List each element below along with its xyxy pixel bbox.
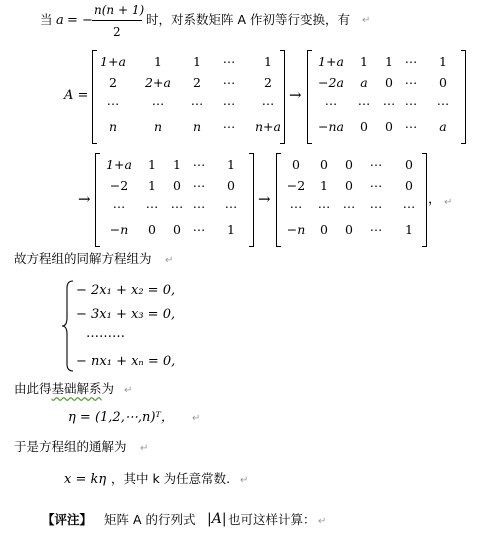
matrix-cell: 0 [439,75,447,90]
matrix-cell: 1 [193,54,201,69]
matrix-cell: ⋯ [192,199,206,214]
matrix-cell: ⋯ [402,199,416,214]
matrix-cell: 0 [173,178,181,193]
matrix-cell: 1 [227,222,235,237]
trailing-comma: ， [428,192,442,207]
matrix-cell: 0 [320,157,328,172]
matrix-cell: ⋯ [145,199,159,214]
matrix-cell: 0 [405,178,413,193]
basis-equation: η = (1,2,⋯,n)ᵀ， [68,410,174,425]
matrix-cell: ⋯ [289,199,303,214]
matrix-cell: 0 [292,157,300,172]
matrix-cell: ⋯ [192,157,206,172]
matrix-cell: ⋯ [324,96,338,111]
matrix-cell: ⋯ [404,96,418,111]
matrix-cell: −na [318,119,344,134]
return-mark-icon: ↵ [140,443,149,454]
matrix-cell: 0 [385,119,393,134]
matrix-cell: 1 [385,54,393,69]
matrix-cell: 0 [360,119,368,134]
matrix-cell: 1 [439,54,447,69]
matrix-right-bracket [461,50,466,144]
matrix-cell: ⋯ [170,199,184,214]
arrow-3: → [258,190,271,208]
matrix-cell: ⋯ [222,119,236,134]
matrix-cell: ⋯ [224,199,238,214]
arrow-1: → [289,86,302,104]
matrix-cell: 1 [320,178,328,193]
system-eq-1: − 2x₁ + x₂ = 0, [76,283,176,298]
line-general: 于是方程组的通解为 [14,439,127,454]
matrix-cell: a [439,119,447,134]
matrix-cell: ⋯ [369,157,383,172]
matrix-cell: −n [109,222,129,237]
matrix-cell: ⋯ [357,96,371,111]
matrix-cell: 0 [345,222,353,237]
matrix-cell: ⋯ [369,199,383,214]
matrix-cell: 2 [109,75,117,90]
matrix-cell: n [153,119,163,134]
intro-suffix: 时，对系数矩阵 A 作初等行变换，有 [146,12,350,27]
comment-determinant: |A| [207,511,227,527]
matrix-cell: 0 [345,157,353,172]
system-eq-2: − 3x₁ + x₃ = 0, [76,307,176,322]
matrix-cell: ⋯ [369,222,383,237]
fraction-bar [92,20,142,21]
matrix-cell: ⋯ [317,199,331,214]
matrix-cell: 1 [360,54,368,69]
matrix-cell: ⋯ [222,96,236,111]
matrix-cell: 0 [405,157,413,172]
fraction-numerator: n(n + 1) [94,3,145,17]
matrix-cell: ⋯ [190,96,204,111]
comment-text-pre: 矩阵 A 的行列式 [104,512,196,527]
matrix-cell: 1 [148,157,156,172]
matrix-left-bracket [95,153,100,247]
matrix-cell: 0 [385,75,393,90]
system-brace [62,280,74,372]
matrix-cell: ⋯ [436,96,450,111]
matrix-cell: 2 [193,75,201,90]
matrix-cell: n [192,119,202,134]
matrix-cell: ⋯ [192,222,206,237]
return-mark-icon: ↵ [240,475,249,486]
matrix-cell: ⋯ [222,54,236,69]
general-equation: x = kη [64,472,107,487]
matrix-cell: 1 [264,54,272,69]
matrix-A-label: A = [64,88,89,103]
matrix-cell: 1 [154,54,162,69]
matrix-cell: 0 [345,178,353,193]
matrix-cell: ⋯ [404,75,418,90]
matrix-cell: ⋯ [342,199,356,214]
return-mark-icon: ↵ [192,413,201,424]
intro-prefix: 当 [40,12,53,27]
matrix-cell: 1 [227,157,235,172]
matrix-cell: −n [286,222,306,237]
matrix-cell: n [108,119,118,134]
basis-underlined: 基础解系 [51,381,102,396]
matrix-cell: ⋯ [222,75,236,90]
matrix-cell: ⋯ [151,96,165,111]
matrix-cell: 1 [148,178,156,193]
matrix-cell: ⋯ [112,199,126,214]
matrix-cell: 0 [227,178,235,193]
matrix-cell: 1 [405,222,413,237]
comment-text-post: 也可这样计算： [228,512,316,527]
matrix-cell: n+a [255,119,281,134]
matrix-cell: 0 [173,222,181,237]
matrix-cell: 2 [264,75,272,90]
return-mark-icon: ↵ [318,516,327,527]
matrix-cell: 1+a [106,157,132,172]
return-mark-icon: ↵ [444,197,453,208]
matrix-cell: 0 [148,222,156,237]
return-mark-icon: ↵ [124,385,133,396]
matrix-cell: ⋯ [382,96,396,111]
matrix-cell: ⋯ [404,54,418,69]
fraction-denominator: 2 [113,25,121,39]
matrix-left-bracket [307,50,312,144]
matrix-cell: ⋯ [404,119,418,134]
matrix-cell: 2+a [145,75,171,90]
matrix-cell: ⋯ [369,178,383,193]
matrix-cell: 1+a [100,54,126,69]
general-suffix: ，其中 k 为任意常数. [111,471,231,486]
matrix-cell: −2 [109,178,129,193]
matrix-cell: 1+a [318,54,344,69]
return-mark-icon: ↵ [165,255,174,266]
intro-eq-minus: = − [67,13,93,28]
matrix-cell: −2 [286,178,306,193]
matrix-cell: ⋯ [192,178,206,193]
matrix-cell: 0 [320,222,328,237]
intro-a-var: a [56,13,64,28]
matrix-cell: a [360,75,368,90]
line-basis: 由此得基础解系为 [14,381,115,396]
comment-label: 【评注】 [42,512,93,527]
matrix-cell: −2a [318,75,344,90]
system-eq-n: − nx₁ + xₙ = 0, [76,354,176,369]
matrix-right-bracket [249,153,254,247]
matrix-cell: ⋯ [106,96,120,111]
line-same-solution: 故方程组的同解方程组为 [14,251,152,266]
matrix-cell: 1 [173,157,181,172]
system-ellipsis: ……… [86,326,125,341]
return-mark-icon: ↵ [362,15,371,26]
matrix-cell: ⋯ [261,96,275,111]
arrow-2: → [78,190,91,208]
